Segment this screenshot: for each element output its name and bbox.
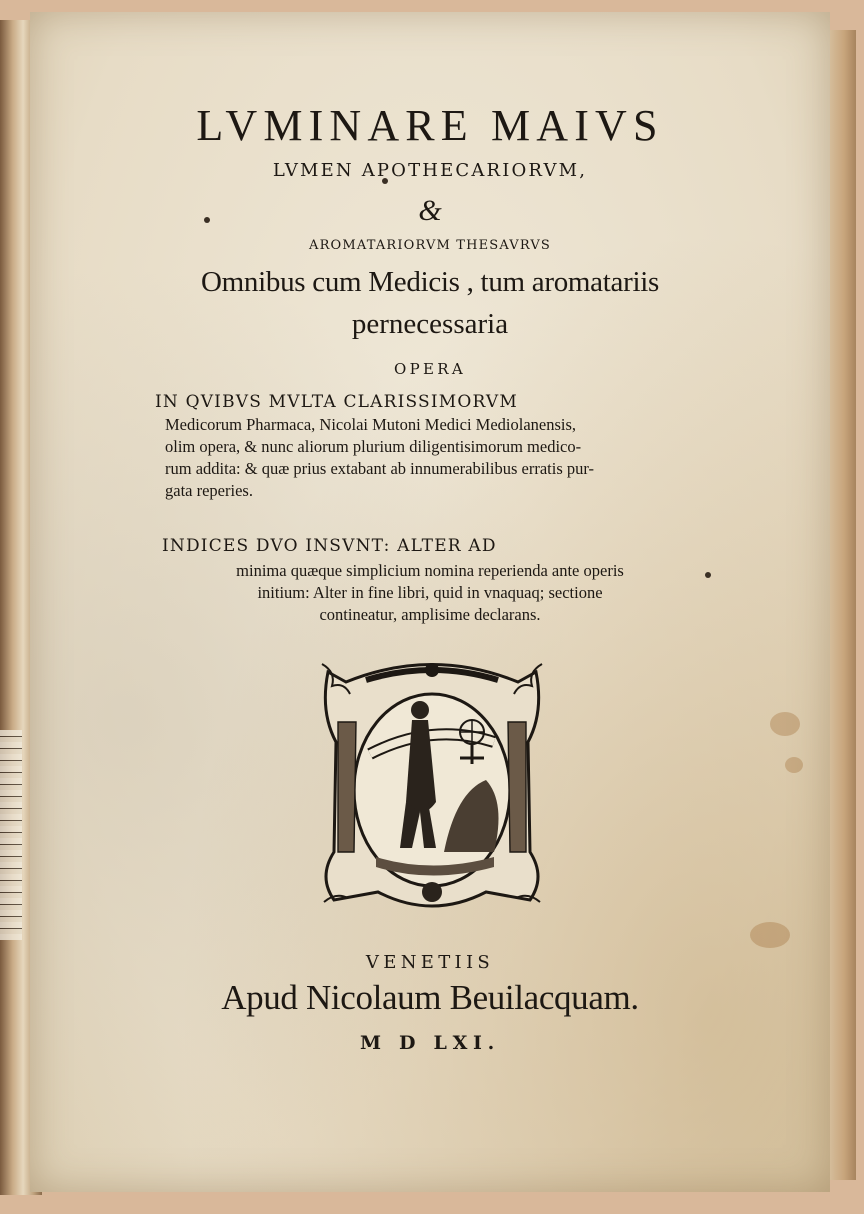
book-board-edge <box>826 30 856 1180</box>
description-paragraph <box>165 414 725 502</box>
foxing-stain <box>785 757 803 773</box>
title-line-1: LVMINARE MAIVS <box>196 101 664 150</box>
imprint-place: VENETIIS <box>365 952 495 973</box>
indices-line: initium: Alter in fine libri, quid in vnaquaq; sectione <box>257 583 603 602</box>
title-line-2: LVMEN APOTHECARIORVM, <box>272 160 588 181</box>
subtitle-line-2: pernecessaria <box>351 308 509 340</box>
printers-device-emblem <box>316 652 548 914</box>
foxing-stain <box>770 712 800 736</box>
foxing-stain <box>750 922 790 948</box>
description-line: rum addita: & quæ prius extabant ab innumerabilibus erratis pur- <box>165 459 595 478</box>
indices-heading: INDICES DVO INSVNT: ALTER AD <box>162 536 497 556</box>
title-page <box>30 12 830 1192</box>
description-line: gata reperies. <box>165 481 253 500</box>
description-line: Medicorum Pharmaca, Nicolai Mutoni Medici Mediolanensis, <box>165 415 577 434</box>
spine-paper-strip <box>0 730 22 940</box>
indices-line: minima quæque simplicium nomina reperienda ante operis <box>236 561 624 580</box>
description-heading: IN QVIBVS MVLTA CLARISSIMORVM <box>155 392 518 412</box>
description-line: olim opera, & nunc aliorum plurium diligentisimorum medico- <box>165 437 582 456</box>
title-ampersand: & <box>418 194 442 227</box>
indices-paragraph <box>30 560 830 626</box>
title-line-3: AROMATARIORVM THESAVRVS <box>309 238 551 253</box>
indices-line: contineatur, amplisime declarans. <box>319 605 541 624</box>
imprint-year: M D LXI. <box>360 1032 500 1054</box>
opera-label: OPERA <box>394 360 466 378</box>
imprint-publisher: Apud Nicolaum Beuilacquam. <box>221 978 639 1017</box>
subtitle-line-1: Omnibus cum Medicis , tum aromatariis <box>200 266 660 298</box>
